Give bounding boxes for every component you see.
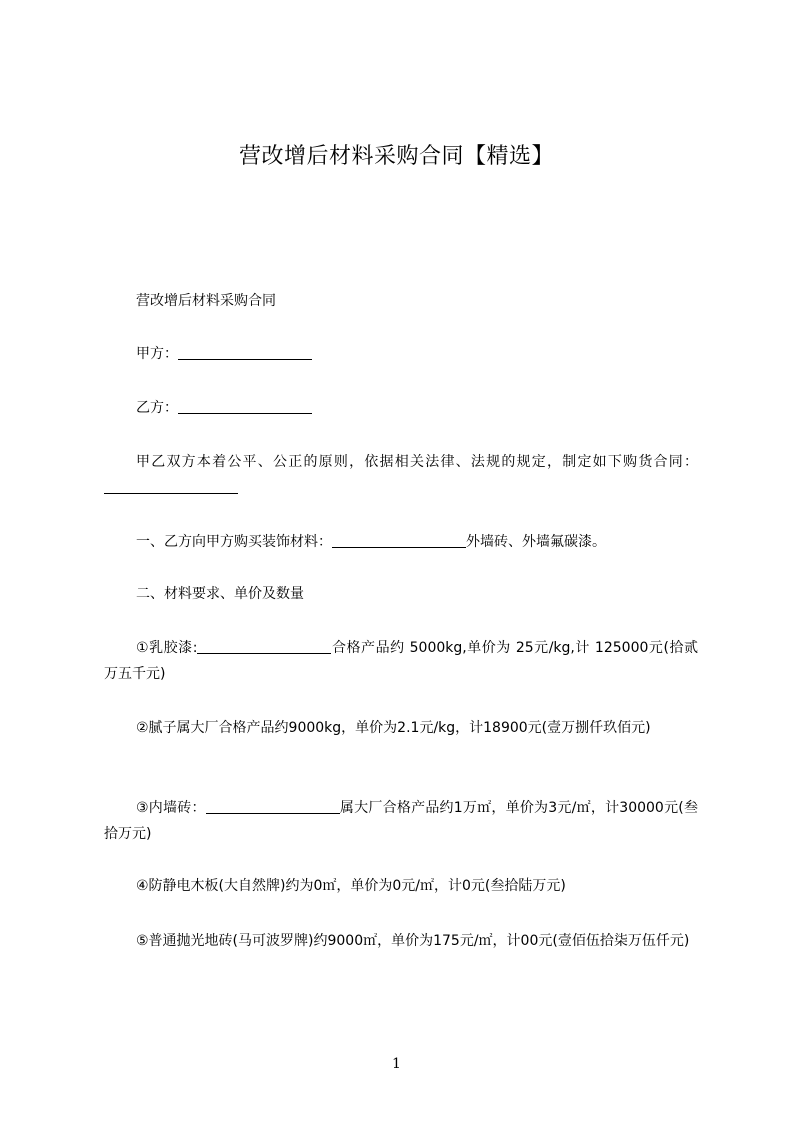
intro-text: 甲乙双方本着公平、公正的原则，依据相关法律、法规的规定，制定如下购货合同： bbox=[136, 454, 698, 470]
clause-1 bbox=[104, 529, 698, 555]
item-5 bbox=[104, 928, 698, 954]
party-b-line bbox=[104, 395, 698, 421]
page-number: 1 bbox=[392, 1056, 401, 1072]
item-1-blank bbox=[197, 637, 331, 654]
item-3 bbox=[104, 795, 698, 847]
item-1-prefix: ①乳胶漆: bbox=[136, 640, 198, 656]
item-3-suffix: 属大厂合格产品约1万㎡，单价为3元/㎡，计30000元(叁拾万元) bbox=[104, 800, 698, 842]
intro-paragraph bbox=[104, 449, 698, 501]
item-3-blank bbox=[206, 797, 340, 814]
item-3-prefix: ③内墙砖： bbox=[136, 800, 206, 816]
item-1 bbox=[104, 635, 698, 687]
item-4-text: ④防静电木板(大自然牌)约为0㎡，单价为0元/㎡，计0元(叁拾陆万元) bbox=[136, 878, 566, 894]
clause-1-prefix: 一、乙方向甲方购买装饰材料： bbox=[136, 534, 332, 550]
party-a-blank bbox=[178, 343, 312, 360]
item-2 bbox=[104, 715, 698, 741]
intro-blank bbox=[104, 477, 238, 494]
document-title: 营改增后材料采购合同【精选】 bbox=[238, 144, 554, 169]
item-2-text: ②腻子属大厂合格产品约9000kg，单价为2.1元/kg，计18900元(壹万捌仟玖佰元) bbox=[136, 720, 651, 736]
item-4 bbox=[104, 873, 698, 899]
contract-subtitle bbox=[104, 288, 698, 314]
clause-2-heading bbox=[104, 581, 698, 607]
party-a-label: 甲方： bbox=[136, 346, 178, 362]
clause-2-heading-text: 二、材料要求、单价及数量 bbox=[136, 586, 304, 602]
contract-subtitle-text: 营改增后材料采购合同 bbox=[136, 293, 276, 309]
item-1-suffix: 合格产品约 5000kg,单价为 25元/kg,计 125000元(拾贰万五千元) bbox=[104, 640, 698, 682]
party-b-blank bbox=[178, 397, 312, 414]
clause-1-suffix: 外墙砖、外墙氟碳漆。 bbox=[466, 534, 606, 550]
party-a-line bbox=[104, 341, 698, 367]
clause-1-blank bbox=[332, 531, 466, 548]
party-b-label: 乙方： bbox=[136, 400, 178, 416]
item-5-text: ⑤普通抛光地砖(马可波罗牌)约9000㎡，单价为175元/㎡，计00元(壹佰伍拾柒万伍仟元) bbox=[136, 933, 690, 949]
